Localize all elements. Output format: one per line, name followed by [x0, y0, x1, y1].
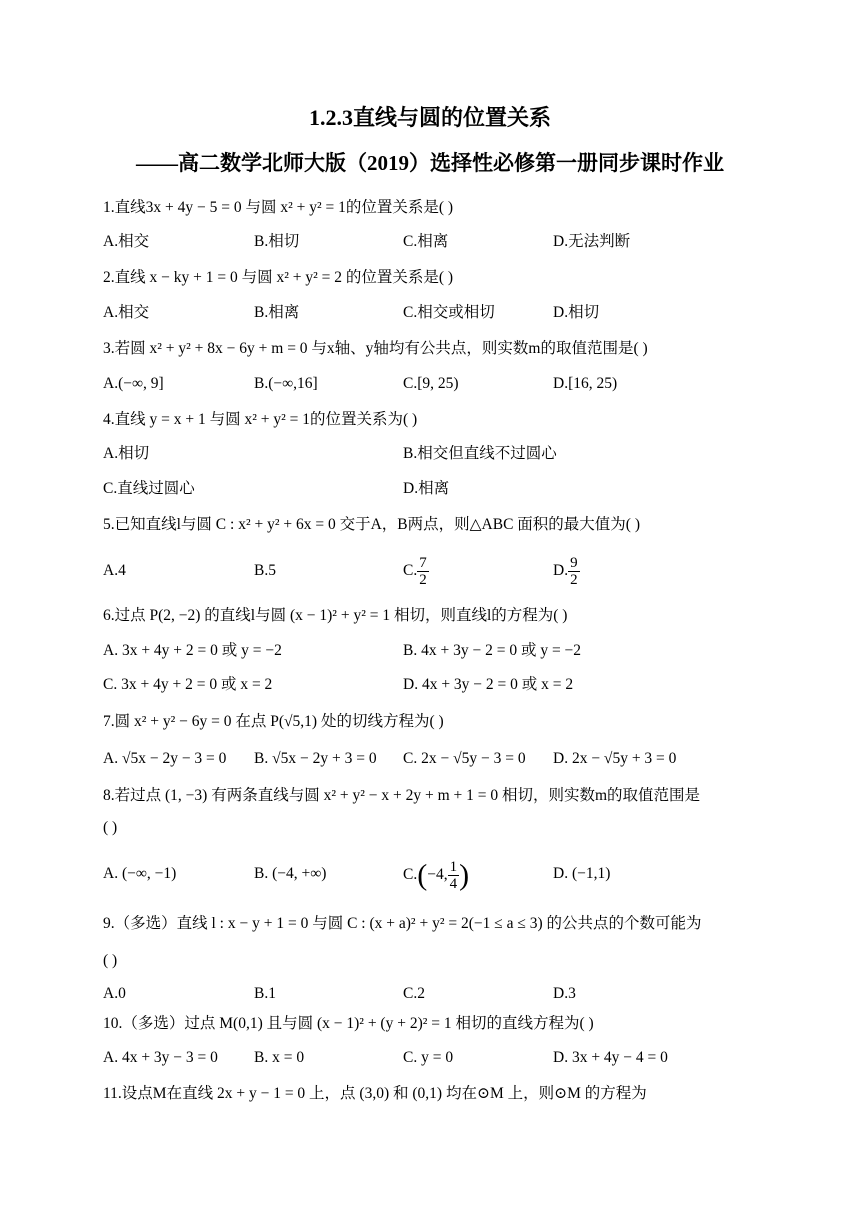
question-4-option-d: D.相离: [403, 480, 450, 497]
question-1-option-b: B.相切: [254, 233, 300, 250]
question-7-option-b: B. √5x − 2y + 3 = 0: [254, 750, 377, 767]
question-10-option-d: D. 3x + 4y − 4 = 0: [553, 1049, 668, 1066]
question-10-stem: 10.（多选）过点 M(0,1) 且与圆 (x − 1)² + (y + 2)² = 1 相切的直线方程为( ): [103, 1015, 594, 1032]
question-7-option-c: C. 2x − √5y − 3 = 0: [403, 750, 526, 767]
fraction-numerator: 9: [570, 554, 578, 571]
question-6-stem: 6.过点 P(2, −2) 的直线l与圆 (x − 1)² + y² = 1 相切，则直线l的方程为( ): [103, 607, 568, 624]
question-2-option-d: D.相切: [553, 304, 600, 321]
question-4-option-c: C.直线过圆心: [103, 480, 195, 497]
fraction-denominator: 2: [570, 571, 578, 588]
fraction: [448, 859, 460, 892]
question-8-option-d: D. (−1,1): [553, 865, 611, 882]
question-6-option-d: D. 4x + 3y − 2 = 0 或 x = 2: [403, 676, 574, 693]
question-1-option-c: C.相离: [403, 233, 449, 250]
question-8-option-c-label: C.: [403, 866, 418, 883]
question-3-option-c: C.[9, 25): [403, 375, 459, 392]
question-3-option-a: A.(−∞, 9]: [103, 375, 164, 392]
question-7-option-d: D. 2x − √5y + 3 = 0: [553, 750, 677, 767]
question-1-stem: 1.直线3x + 4y − 5 = 0 与圆 x² + y² = 1的位置关系是( ): [103, 199, 454, 216]
question-3-option-d: D.[16, 25): [553, 375, 618, 392]
question-11-stem: 11.设点M在直线 2x + y − 1 = 0 上，点 (3,0) 和 (0,1) 均在⊙M 上，则⊙M 的方程为: [103, 1085, 647, 1102]
question-10-option-a: A. 4x + 3y − 3 = 0: [103, 1049, 218, 1066]
question-7-stem: 7.圆 x² + y² − 6y = 0 在点 P(√5,1) 处的切线方程为( ): [103, 713, 444, 730]
fraction: [417, 555, 429, 588]
document-subtitle: ——高二数学北师大版（2019）选择性必修第一册同步课时作业: [136, 151, 724, 175]
question-5-option-d-label: D.: [553, 562, 569, 579]
question-2-option-a: A.相交: [103, 304, 150, 321]
question-5-option-d: [553, 548, 580, 594]
question-4-option-a: A.相切: [103, 445, 150, 462]
question-9-option-d: D.3: [553, 985, 576, 1002]
fraction-numerator: 1: [449, 858, 458, 875]
question-3-option-b: B.(−∞,16]: [254, 375, 318, 392]
question-7-option-a: A. √5x − 2y − 3 = 0: [103, 750, 227, 767]
question-10-option-c: C. y = 0: [403, 1049, 454, 1066]
question-9-stem-bracket: ( ): [103, 952, 118, 969]
question-8-stem: 8.若过点 (1, −3) 有两条直线与圆 x² + y² − x + 2y + m + 1 = 0 相切，则实数m的取值范围是: [103, 787, 701, 804]
fraction-denominator: 2: [419, 571, 427, 588]
question-5-option-a: A.4: [103, 562, 126, 579]
question-3-stem: 3.若圆 x² + y² + 8x − 6y + m = 0 与x轴、y轴均有公共点，则实数m的取值范围是( ): [103, 340, 648, 357]
question-9-option-c: C.2: [403, 985, 425, 1002]
question-2-option-b: B.相离: [254, 304, 300, 321]
question-6-option-a: A. 3x + 4y + 2 = 0 或 y = −2: [103, 642, 282, 659]
question-9-option-a: A.0: [103, 985, 126, 1002]
question-5-option-b: B.5: [254, 562, 276, 579]
question-9-stem: 9.（多选）直线 l : x − y + 1 = 0 与圆 C : (x + a)² + y² = 2(−1 ≤ a ≤ 3) 的公共点的个数可能为: [103, 915, 702, 932]
paren-close: ): [459, 858, 470, 892]
paren-open: (: [417, 858, 428, 892]
question-8-option-b: B. (−4, +∞): [254, 865, 327, 882]
question-8-option-a: A. (−∞, −1): [103, 865, 177, 882]
interval-left: −4,: [427, 866, 448, 883]
question-1-option-a: A.相交: [103, 233, 150, 250]
question-8-option-c: [403, 852, 469, 898]
question-4-option-b: B.相交但直线不过圆心: [403, 445, 557, 462]
question-6-option-c: C. 3x + 4y + 2 = 0 或 x = 2: [103, 676, 273, 693]
question-10-option-b: B. x = 0: [254, 1049, 305, 1066]
question-5-option-c: [403, 548, 429, 594]
question-4-stem: 4.直线 y = x + 1 与圆 x² + y² = 1的位置关系为( ): [103, 411, 418, 428]
question-9-option-b: B.1: [254, 985, 276, 1002]
fraction-numerator: 7: [419, 554, 427, 571]
question-5-option-c-label: C.: [403, 562, 418, 579]
question-6-option-b: B. 4x + 3y − 2 = 0 或 y = −2: [403, 642, 582, 659]
question-1-option-d: D.无法判断: [553, 233, 631, 250]
question-2-stem: 2.直线 x − ky + 1 = 0 与圆 x² + y² = 2 的位置关系是( ): [103, 269, 454, 286]
document-title: 1.2.3直线与圆的位置关系: [308, 105, 551, 130]
question-5-stem: 5.已知直线l与圆 C : x² + y² + 6x = 0 交于A，B两点，则△ABC 面积的最大值为( ): [103, 516, 640, 533]
fraction: [568, 555, 580, 588]
question-8-stem-bracket: ( ): [103, 819, 118, 836]
fraction-denominator: 4: [449, 875, 458, 892]
question-2-option-c: C.相交或相切: [403, 304, 495, 321]
